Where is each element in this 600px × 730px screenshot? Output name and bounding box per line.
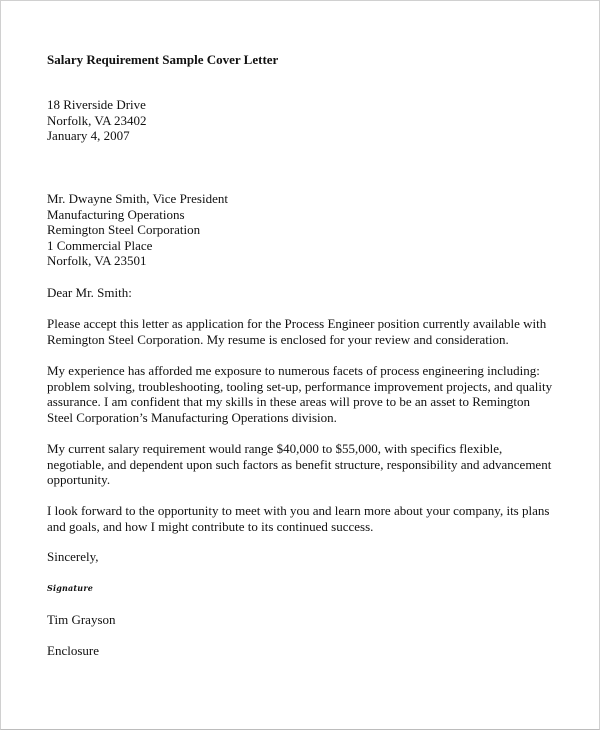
body-paragraph bbox=[47, 363, 577, 425]
recipient-street: 1 Commercial Place bbox=[47, 237, 153, 253]
paragraph-line: negotiable, and dependent upon such factors as benefit structure, responsibility and advancement bbox=[47, 456, 552, 472]
body-paragraph bbox=[47, 316, 577, 347]
recipient-address bbox=[47, 191, 577, 269]
body-paragraph bbox=[47, 503, 577, 534]
paragraph-line: Steel Corporation’s Manufacturing Operations division. bbox=[47, 409, 337, 425]
sender-street: 18 Riverside Drive bbox=[47, 97, 146, 112]
paragraph-line: Remington Steel Corporation. My resume is enclosed for your review and consideration. bbox=[47, 331, 509, 347]
closing: Sincerely, bbox=[47, 549, 99, 564]
paragraph-line: opportunity. bbox=[47, 472, 111, 488]
paragraph-line: My current salary requirement would range $40,000 to $55,000, with specifics flexible, bbox=[47, 441, 503, 456]
paragraph-line: I look forward to the opportunity to meet with you and learn more about your company, its plans bbox=[47, 503, 550, 518]
paragraph-line: Please accept this letter as application for the Process Engineer position currently available with bbox=[47, 316, 547, 331]
document-title: Salary Requirement Sample Cover Letter bbox=[47, 52, 279, 67]
recipient-city-state-zip: Norfolk, VA 23501 bbox=[47, 253, 147, 269]
recipient-name-title: Mr. Dwayne Smith, Vice President bbox=[47, 191, 228, 206]
recipient-department: Manufacturing Operations bbox=[47, 206, 185, 222]
signature: Signature bbox=[47, 583, 94, 593]
sender-city-state-zip: Norfolk, VA 23402 bbox=[47, 112, 147, 128]
paragraph-line: My experience has afforded me exposure to numerous facets of process engineering including: bbox=[47, 363, 540, 378]
sender-address bbox=[47, 97, 577, 144]
recipient-company: Remington Steel Corporation bbox=[47, 222, 201, 238]
paragraph-line: and goals, and how I might contribute to its continued success. bbox=[47, 518, 374, 534]
letter-date: January 4, 2007 bbox=[47, 128, 130, 144]
paragraph-line: problem solving, troubleshooting, tooling set-up, performance improvement projects, and quality bbox=[47, 378, 553, 394]
salutation: Dear Mr. Smith: bbox=[47, 285, 132, 300]
enclosure-note: Enclosure bbox=[47, 643, 99, 658]
body-paragraph bbox=[47, 441, 577, 488]
signer-name: Tim Grayson bbox=[47, 612, 116, 627]
paragraph-line: assurance. I am confident that my skills in these areas will prove to be an asset to Remington bbox=[47, 394, 531, 410]
